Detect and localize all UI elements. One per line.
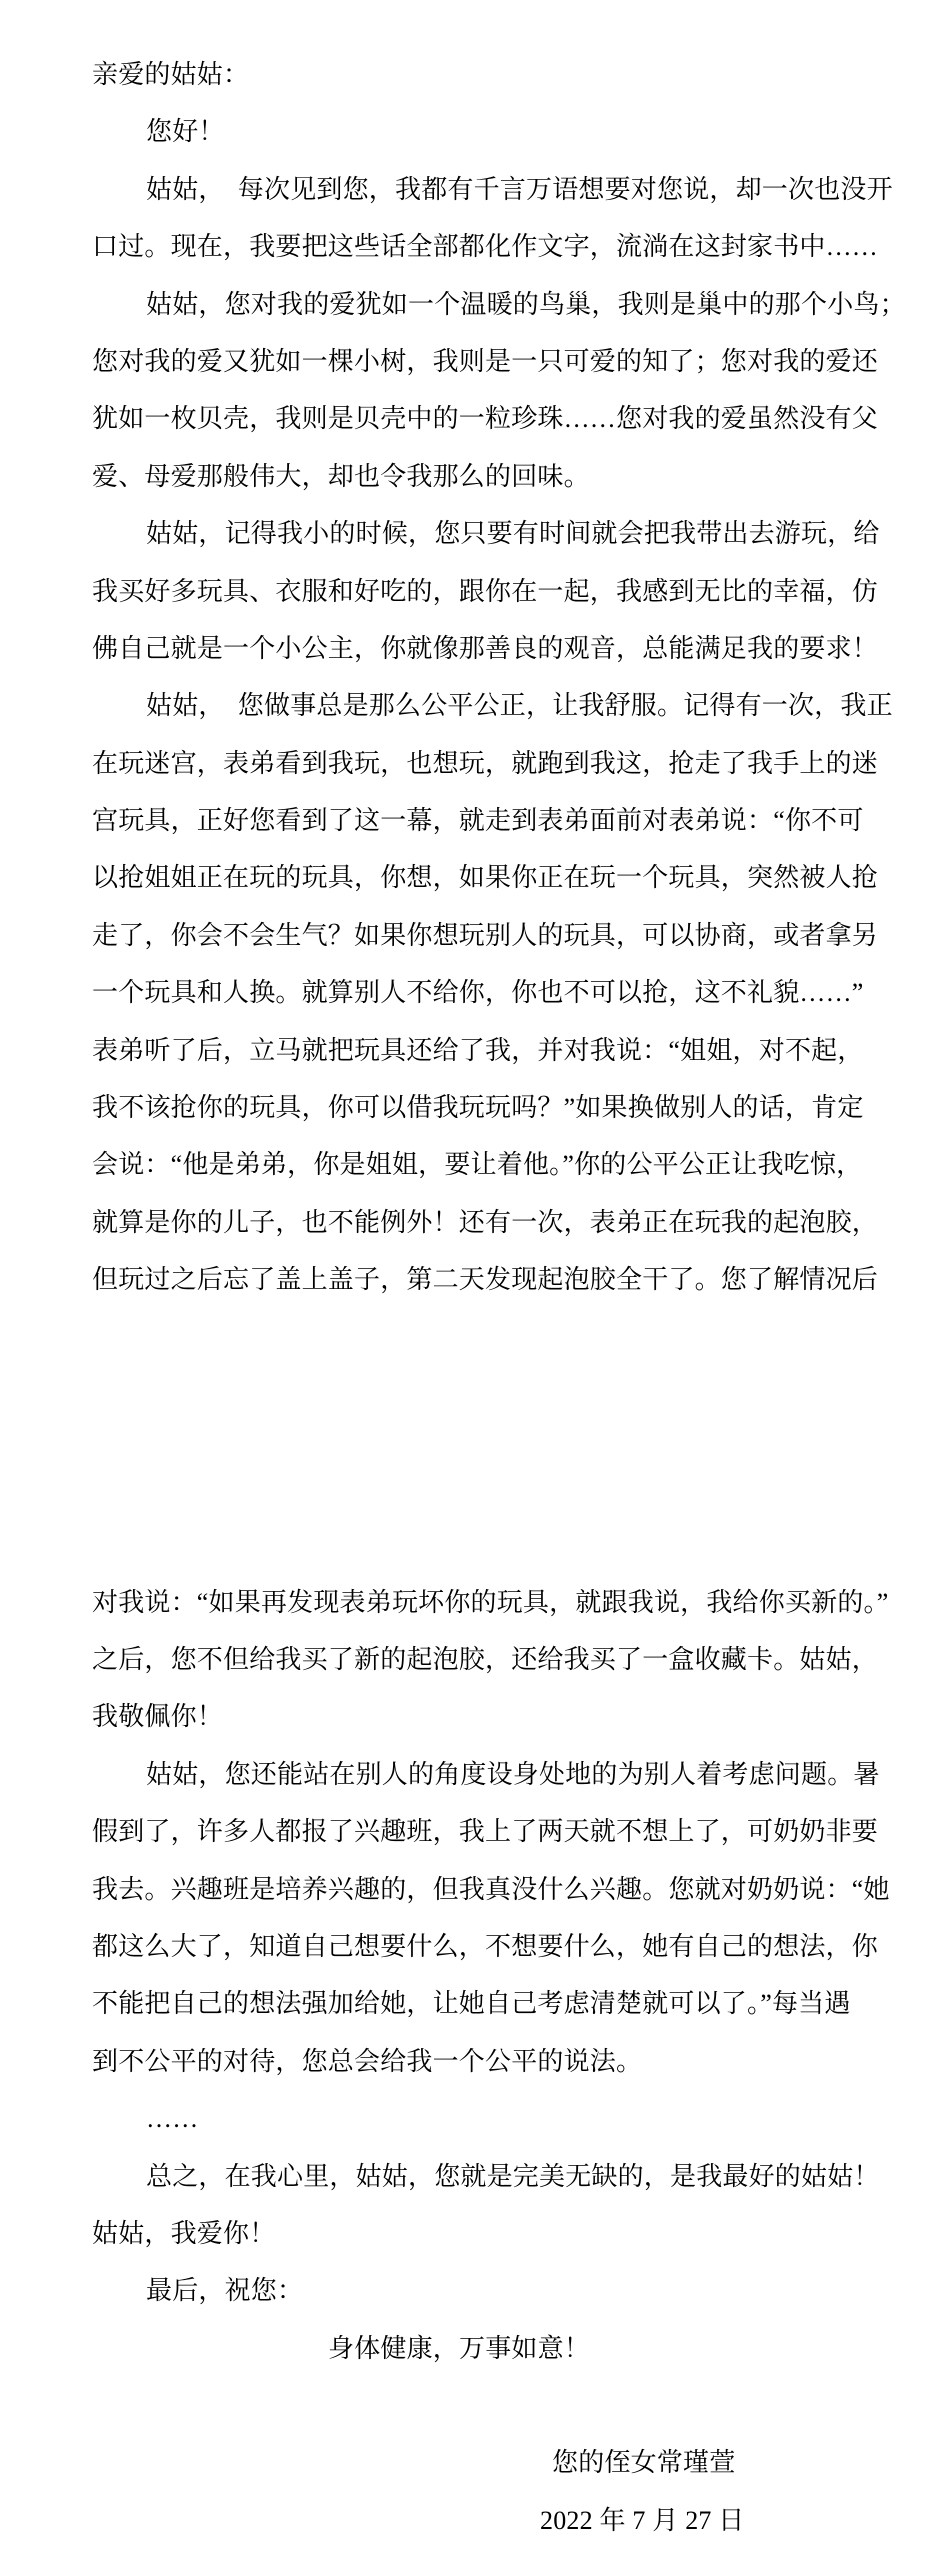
ellipsis-line: ……: [146, 2104, 199, 2134]
salutation-line: 亲爱的姑姑：: [92, 60, 250, 89]
body-line: 都这么大了，知道自己想要什么，不想要什么，她有自己的想法，你: [92, 1931, 879, 1961]
body-line: 爱、母爱那般伟大，却也令我那么的回味。: [92, 461, 590, 491]
body-line: 我去。兴趣班是培养兴趣的，但我真没什么兴趣。您就对奶奶说：“她: [92, 1874, 890, 1904]
body-line: 之后，您不但给我买了新的起泡胶，还给我买了一盒收藏卡。姑姑，: [92, 1644, 879, 1674]
body-line: 会说：“他是弟弟，你是姐姐，要让着他。”你的公平公正让我吃惊，: [92, 1150, 863, 1180]
body-line: 姑姑， 您做事总是那么公平公正，让我舒服。记得有一次，我正: [146, 691, 893, 721]
body-line: 表弟听了后，立马就把玩具还给了我，并对我说：“姐姐，对不起，: [92, 1035, 864, 1065]
body-line: 但玩过之后忘了盖上盖子，第二天发现起泡胶全干了。您了解情况后: [92, 1265, 879, 1295]
closing-wish-line: 身体健康，万事如意！: [328, 2333, 591, 2363]
body-line: 我买好多玩具、衣服和好吃的，跟你在一起，我感到无比的幸福，仿: [92, 576, 879, 606]
signature-line: 您的侄女常瑾萱: [552, 2448, 736, 2478]
body-line: 我不该抢你的玩具，你可以借我玩玩吗？”如果换做别人的话，肯定: [92, 1093, 864, 1123]
body-line: 就算是你的儿子，也不能例外！还有一次，表弟正在玩我的起泡胶，: [92, 1207, 879, 1237]
date-line: 2022 年 7 月 27 日: [540, 2505, 745, 2535]
body-line: 在玩迷宫，表弟看到我玩，也想玩，就跑到我这，抢走了我手上的迷: [92, 748, 879, 778]
body-line: 以抢姐姐正在玩的玩具，你想，如果你正在玩一个玩具，突然被人抢: [92, 863, 879, 893]
body-line: 犹如一枚贝壳，我则是贝壳中的一粒珍珠……您对我的爱虽然没有父: [92, 404, 879, 434]
body-line: 走了，你会不会生气？如果你想玩别人的玩具，可以协商，或者拿另: [92, 920, 879, 950]
letter-content: [92, 46, 906, 2549]
greeting-line: 您好！: [146, 117, 225, 147]
body-line: 姑姑， 每次见到您，我都有千言万语想要对您说，却一次也没开: [146, 174, 893, 204]
closing-intro-line: 最后，祝您：: [146, 2276, 304, 2306]
body-line: 到不公平的对待，您总会给我一个公平的说法。: [92, 2046, 643, 2076]
body-line: 姑姑，您还能站在别人的角度设身处地的为别人着考虑问题。暑: [146, 1759, 880, 1789]
body-line: 我敬佩你！: [92, 1702, 224, 1732]
body-line: 姑姑，记得我小的时候，您只要有时间就会把我带出去游玩，给: [146, 519, 880, 549]
body-line: 姑姑，您对我的爱犹如一个温暖的鸟巢，我则是巢中的那个小鸟；: [146, 289, 906, 319]
body-line: 假到了，许多人都报了兴趣班，我上了两天就不想上了，可奶奶非要: [92, 1817, 879, 1847]
body-line: 一个玩具和人换。就算别人不给你，你也不可以抢，这不礼貌……”: [92, 978, 864, 1008]
body-line: 姑姑，我爱你！: [92, 2218, 276, 2248]
body-line: 您对我的爱又犹如一棵小树，我则是一只可爱的知了；您对我的爱还: [92, 346, 879, 376]
body-line: 宫玩具，正好您看到了这一幕，就走到表弟面前对表弟说：“你不可: [92, 806, 864, 836]
page-break-gap: [92, 1309, 870, 1574]
body-line: 总之，在我心里，姑姑，您就是完美无缺的，是我最好的姑姑！: [146, 2161, 880, 2191]
body-line: 对我说：“如果再发现表弟玩坏你的玩具，就跟我说，我给你买新的。”: [92, 1587, 889, 1617]
body-line: 不能把自己的想法强加给她，让她自己考虑清楚就可以了。”每当遇: [92, 1989, 851, 2019]
body-line: 口过。现在，我要把这些话全部都化作文字，流淌在这封家书中……: [92, 232, 879, 262]
body-line: 佛自己就是一个小公主，你就像那善良的观音，总能满足我的要求！: [92, 633, 879, 663]
